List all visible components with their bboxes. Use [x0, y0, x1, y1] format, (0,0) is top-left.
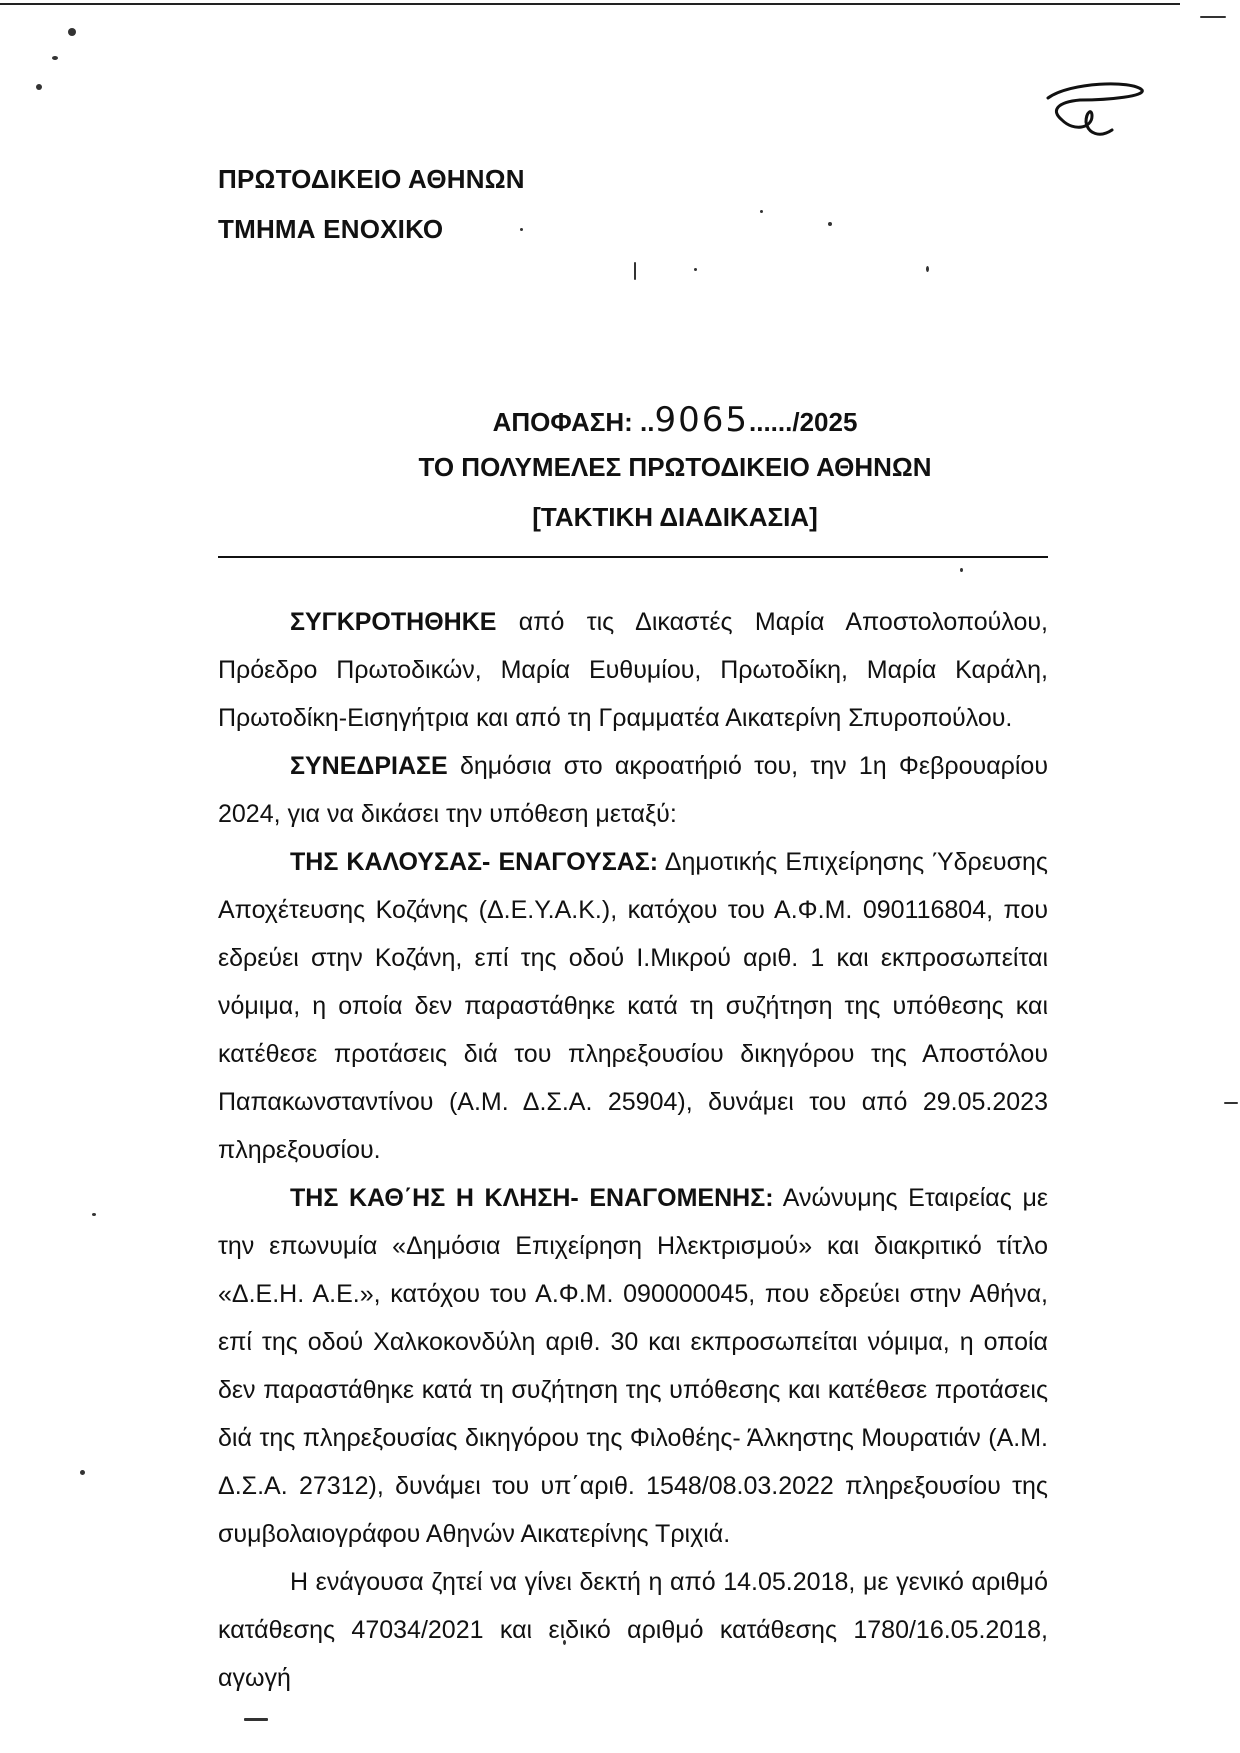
- scan-speck: [634, 262, 636, 280]
- scan-speck: [520, 228, 523, 231]
- paragraph-heading: ΤΗΣ ΚΑΛΟΥΣΑΣ- ΕΝΑΓΟΥΣΑΣ:: [290, 848, 659, 876]
- scan-speck: [36, 84, 42, 90]
- scan-top-border: [0, 3, 1180, 5]
- scan-speck: [760, 210, 763, 213]
- paragraph-text: Δημοτικής Επιχείρησης Ύδρευσης Αποχέτευσης Κοζάνης (Δ.Ε.Υ.Α.Κ.), κατόχου του Α.Φ.Μ. 090116804, που εδρεύει στην Κοζάνη, επί της οδού Ι.Μικρού αριθ. 1 και εκπροσωπείται νόμιμα, η οποία δεν παραστάθηκε κατά τη συζήτηση της υπόθεσης και κατέθεσε προτάσεις διά του πληρεξουσίου δικηγόρου της Αποστόλου Παπακωνσταντίνου (Α.Μ. Δ.Σ.Α. 25904), δυνάμει του από 29.05.2023 πληρεξουσίου.: [218, 848, 1048, 1164]
- scan-speck: [1224, 1102, 1238, 1104]
- paragraph-text: δημόσια στο ακροατήριό του, την 1η Φεβρουαρίου 2024, για να δικάσει την υπόθεση μεταξύ:: [218, 752, 1048, 828]
- scan-speck: [828, 222, 832, 226]
- scan-speck: [1200, 16, 1226, 18]
- scan-speck: [926, 266, 929, 272]
- paragraph-text: από τις Δικαστές Μαρία Αποστολοπούλου, Πρόεδρο Πρωτοδικών, Μαρία Ευθυμίου, Πρωτοδίκη, Μαρία Καράλη, Πρωτοδίκη-Εισηγήτρια και από τη Γραμματέα Αικατερίνη Σπυροπούλου.: [218, 608, 1048, 732]
- title-divider: [218, 556, 1048, 558]
- paragraph-composition: [218, 598, 1048, 742]
- paragraph-session: [218, 742, 1048, 838]
- paragraph-plaintiff: [218, 838, 1048, 1174]
- handwritten-initials: [1040, 78, 1150, 148]
- paragraph-claim: [218, 1558, 1048, 1702]
- paragraph-heading: ΣΥΓΚΡΟΤΗΘΗΚΕ: [290, 608, 497, 636]
- paragraph-text: Η ενάγουσα ζητεί να γίνει δεκτή η από 14.05.2018, με γενικό αριθμό κατάθεσης 47034/2021 και ειδικό αριθμό κατάθεσης 1780/16.05.2018, αγωγή: [218, 1568, 1048, 1692]
- paragraph-heading: ΤΗΣ ΚΑΘ΄ΗΣ Η ΚΛΗΣΗ- ΕΝΑΓΟΜΕΝΗΣ:: [290, 1184, 774, 1212]
- scan-speck: [52, 56, 58, 60]
- paragraph-defendant: [218, 1174, 1048, 1558]
- court-composition: ΤΟ ΠΟΛΥΜΕΛΕΣ ΠΡΩΤΟΔΙΚΕΙΟ ΑΘΗΝΩΝ: [418, 452, 932, 482]
- decision-body: [218, 598, 1048, 1702]
- scan-speck: [68, 28, 76, 36]
- paragraph-text: Ανώνυμης Εταιρείας με την επωνυμία «Δημόσια Επιχείρηση Ηλεκτρισμού» και διακριτικό τίτλο «Δ.Ε.Η. Α.Ε.», κατόχου του Α.Φ.Μ. 090000045, που εδρεύει στην Αθήνα, επί της οδού Χαλκοκονδύλη αριθ. 30 και εκπροσωπείται νόμιμα, η οποία δεν παραστάθηκε κατά τη συζήτηση της υπόθεσης και κατέθεσε προτάσεις διά της πληρεξουσίας δικηγόρου της Φιλοθέης- Άλκηστης Μουρατιάν (Α.Μ. Δ.Σ.Α. 27312), δυνάμει του υπ΄αριθ. 1548/08.03.2022 πληρεξουσίου της συμβολαιογράφου Αθηνών Αικατερίνης Τριχιά.: [218, 1184, 1048, 1548]
- scan-speck: [694, 268, 697, 271]
- decision-number: 9065: [654, 400, 750, 440]
- paragraph-heading: ΣΥΝΕΔΡΙΑΣΕ: [290, 752, 448, 780]
- decision-line: [0, 400, 1240, 440]
- procedure-type: [ΤΑΚΤΙΚΗ ΔΙΑΔΙΚΑΣΙΑ]: [532, 502, 818, 532]
- scan-speck: [960, 568, 963, 572]
- scan-speck: [92, 1213, 96, 1216]
- court-name: ΠΡΩΤΟΔΙΚΕΙΟ ΑΘΗΝΩΝ: [218, 164, 525, 194]
- decision-year: ....../2025: [749, 407, 858, 437]
- scan-speck: [244, 1718, 268, 1721]
- decision-label: ΑΠΟΦΑΣΗ: ..: [492, 407, 655, 437]
- scan-speck: [80, 1470, 85, 1475]
- department-name: ΤΜΗΜΑ ΕΝΟΧΙΚΟ: [218, 214, 444, 244]
